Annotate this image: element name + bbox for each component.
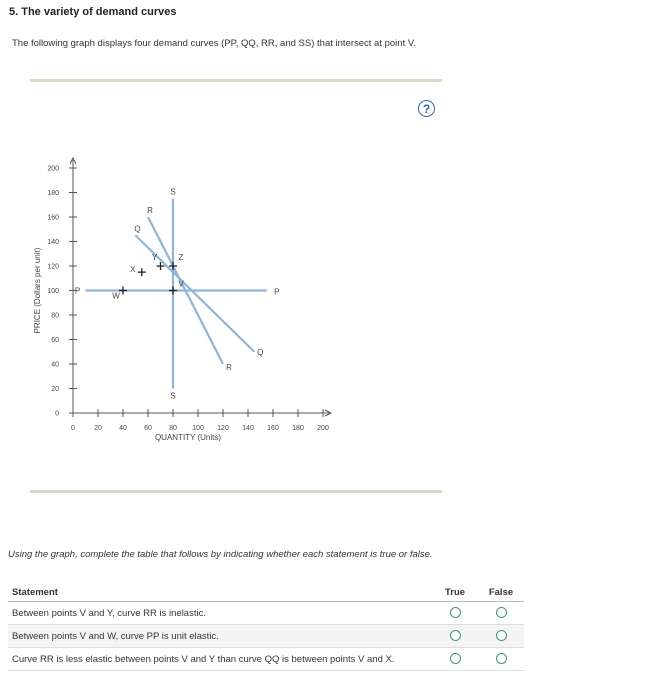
x-tick-label: 100 bbox=[192, 425, 204, 432]
true-radio[interactable] bbox=[450, 653, 461, 664]
false-radio[interactable] bbox=[496, 653, 507, 664]
x-axis-title: QUANTITY (Units) bbox=[154, 433, 222, 442]
y-tick-label: 0 bbox=[55, 410, 59, 418]
table-row bbox=[8, 625, 524, 648]
y-tick-label: 160 bbox=[47, 214, 59, 222]
y-tick-label: 120 bbox=[47, 263, 59, 271]
x-tick-label: 20 bbox=[94, 425, 102, 432]
x-tick-label: 40 bbox=[119, 425, 127, 432]
x-tick-label: 60 bbox=[144, 425, 152, 432]
y-tick-label: 60 bbox=[51, 337, 59, 344]
table-row bbox=[8, 648, 524, 671]
statement-text: Between points V and Y, curve RR is inelastic. bbox=[8, 602, 432, 625]
y-tick-label: 80 bbox=[51, 312, 59, 320]
y-tick-label: 200 bbox=[47, 165, 59, 173]
point-label-x: X bbox=[130, 265, 136, 275]
point-label-v: V bbox=[178, 279, 184, 289]
instructions: Using the graph, complete the table that follows by indicating whether each statement is true or false. bbox=[8, 549, 433, 560]
bottom-divider bbox=[30, 490, 442, 493]
curve-label-s-start: S bbox=[170, 187, 176, 197]
true-radio[interactable] bbox=[450, 630, 461, 641]
x-tick-label: 120 bbox=[217, 425, 229, 432]
point-label-w: W bbox=[112, 291, 120, 301]
point-label-y: Y bbox=[151, 253, 158, 262]
x-tick-label: 0 bbox=[71, 425, 75, 432]
y-tick-label: 140 bbox=[47, 239, 59, 246]
true-radio[interactable] bbox=[450, 607, 461, 618]
y-tick-label: 40 bbox=[51, 361, 59, 369]
table-row bbox=[8, 602, 524, 625]
table-header-row bbox=[8, 583, 524, 602]
curve-label-p-start: P bbox=[74, 286, 81, 296]
curve-label-q-start: Q bbox=[134, 224, 141, 234]
y-axis-title: PRICE (Dollars per unit) bbox=[33, 247, 42, 334]
false-radio[interactable] bbox=[496, 630, 507, 641]
chart-labels bbox=[75, 188, 280, 401]
curve-label-p-end: P bbox=[274, 287, 280, 297]
header-false: False bbox=[478, 583, 524, 602]
question-title: 5. The variety of demand curves bbox=[9, 6, 177, 18]
x-tick-label: 180 bbox=[292, 425, 304, 432]
chart-axes bbox=[33, 158, 331, 442]
y-tick-label: 180 bbox=[47, 190, 59, 197]
x-tick-label: 140 bbox=[242, 425, 254, 432]
x-tick-label: 200 bbox=[317, 425, 329, 432]
header-true: True bbox=[432, 583, 478, 602]
x-tick-label: 80 bbox=[169, 425, 177, 432]
header-statement: Statement bbox=[8, 583, 432, 602]
point-label-z: Z bbox=[178, 253, 184, 262]
statement-text: Curve RR is less elastic between points V and Y than curve QQ is between points V and X. bbox=[8, 648, 432, 671]
help-icon: ? bbox=[422, 101, 431, 116]
curve-label-s-end: S bbox=[170, 391, 176, 401]
y-tick-label: 100 bbox=[47, 288, 59, 295]
question-intro: The following graph displays four demand curves (PP, QQ, RR, and SS) that intersect at point V. bbox=[12, 38, 416, 49]
statement-text: Between points V and W, curve PP is unit elastic. bbox=[8, 625, 432, 648]
y-tick-label: 20 bbox=[51, 386, 59, 393]
x-tick-label: 160 bbox=[267, 425, 279, 432]
curve-label-q-end: Q bbox=[257, 347, 264, 357]
statement-table bbox=[8, 583, 524, 671]
curve-label-r-start: R bbox=[147, 206, 153, 215]
curve-label-r-end: R bbox=[226, 363, 232, 372]
false-radio[interactable] bbox=[496, 607, 507, 618]
